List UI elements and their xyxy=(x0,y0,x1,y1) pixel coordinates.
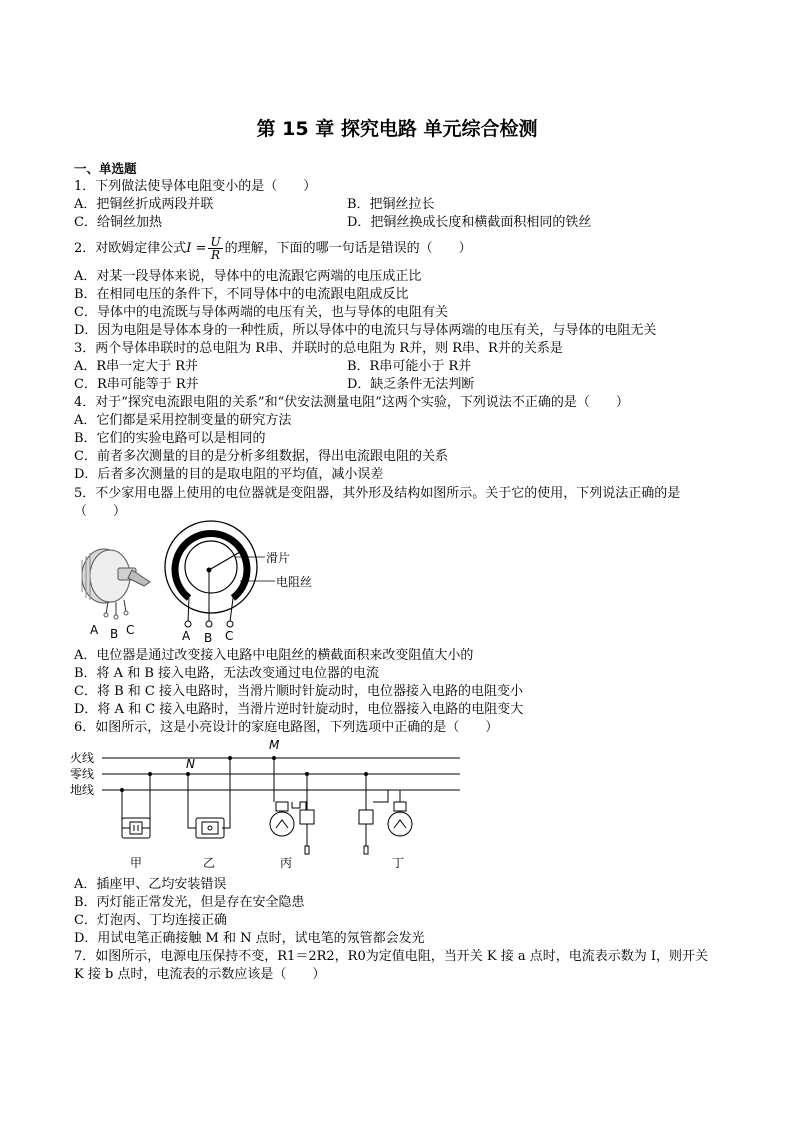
q4-option-d: D．后者多次测量的目的是取电阻的平均值，减小误差 xyxy=(74,467,384,482)
q4-option-c: C．前者多次测量的目的是分析多组数据，得出电流跟电阻的关系 xyxy=(74,449,448,464)
q2-formula-numerator: U xyxy=(210,235,221,249)
q3-option-b: B．R串可能小于 R并 xyxy=(347,359,472,374)
q1-option-d: D．把铜丝换成长度和横截面积相同的铁丝 xyxy=(347,215,592,230)
potentiometer-structure xyxy=(165,521,275,627)
q6-option-a: A．插座甲、乙均安装错误 xyxy=(74,877,227,892)
socket-jia xyxy=(130,822,142,834)
lamp-ding xyxy=(388,802,412,836)
page-title: 第 15 章 探究电路 单元综合检测 xyxy=(256,118,538,140)
q2-option-b: B．在相同电压的条件下，不同导体中的电流跟电阻成反比 xyxy=(74,287,409,302)
q5-option-d: D．将 A 和 C 接入电路时，当滑片逆时针旋动时，电位器接入电路的电阻变大 xyxy=(74,702,524,717)
live-wire-label: 火线 xyxy=(70,751,95,765)
terminal-a-label: A xyxy=(182,629,191,643)
q6-option-b: B．丙灯能正常发光，但是存在安全隐患 xyxy=(74,895,305,910)
q6-household-circuit-figure xyxy=(70,736,470,871)
q4-stem: 4．对于“探究电流跟电阻的关系”和“伏安法测量电阻”这两个实验，下列说法不正确的是（ ） xyxy=(74,395,629,410)
slider-label: 滑片 xyxy=(266,551,291,565)
point-n-label: N xyxy=(186,757,195,771)
q2-stem xyxy=(74,236,472,261)
photo-terminal-b-label: B xyxy=(110,627,119,641)
q5-stem-line2: （ ） xyxy=(74,504,127,519)
q3-option-a: A．R串一定大于 R并 xyxy=(74,359,199,374)
socket-yi-label: 乙 xyxy=(203,856,216,870)
q3-option-c: C．R串可能等于 R并 xyxy=(74,377,199,392)
q2-option-a: A．对某一段导体来说，导体中的电流跟它两端的电压成正比 xyxy=(74,269,422,284)
q2-stem-post: 的理解，下面的哪一句话是错误的（ ） xyxy=(224,241,472,256)
photo-terminal-a-label: A xyxy=(90,623,99,637)
q3-option-d: D．缺乏条件无法判断 xyxy=(347,377,475,392)
point-m-label: M xyxy=(269,738,280,752)
terminal-b-label: B xyxy=(204,631,213,645)
q2-option-d: D．因为电阻是导体本身的一种性质，所以导体中的电流只与导体两端的电压有关，与导体的电阻无关 xyxy=(74,323,657,338)
ground-wire-label: 地线 xyxy=(70,783,95,797)
q7-stem-line2: K 接 b 点时，电流表的示数应该是（ ） xyxy=(74,967,326,982)
q6-option-d: D．用试电笔正确接触 M 和 N 点时，试电笔的氖管都会发光 xyxy=(74,931,425,946)
q5-option-b: B．将 A 和 B 接入电路，无法改变通过电位器的电流 xyxy=(74,666,380,681)
socket-yi xyxy=(202,822,218,834)
q2-formula-lhs: I = xyxy=(186,241,207,256)
q7-stem-line1: 7．如图所示，电源电压保持不变，R1＝2R2，R0为定值电阻，当开关 K 接 a 点时，电流表示数为 I，则开关 xyxy=(74,949,708,964)
q5-option-c: C．将 B 和 C 接入电路时，当滑片顺时针旋动时，电位器接入电路的电阻变小 xyxy=(74,684,523,699)
q1-stem: 1．下列做法使导体电阻变小的是（ ） xyxy=(74,179,317,194)
q5-option-a: A．电位器是通过改变接入电路中电阻丝的横截面积来改变阻值大小的 xyxy=(74,648,474,663)
q2-option-c: C．导体中的电流既与导体两端的电压有关，也与导体的电阻有关 xyxy=(74,305,448,320)
q1-option-b: B．把铜丝拉长 xyxy=(347,197,435,212)
q6-stem: 6．如图所示，这是小亮设计的家庭电路图，下列选项中正确的是（ ） xyxy=(74,720,499,735)
terminal-c-label: C xyxy=(225,629,234,643)
switch-pulls xyxy=(305,846,368,854)
q1-option-c: C．给铜丝加热 xyxy=(74,215,162,230)
neutral-wire-label: 零线 xyxy=(70,767,95,781)
q2-stem-pre: 2．对欧姆定律公式 xyxy=(74,241,187,256)
q4-option-a: A．它们都是采用控制变量的研究方法 xyxy=(74,413,292,428)
q5-potentiometer-figure xyxy=(70,520,330,645)
q3-stem: 3．两个导体串联时的总电阻为 R串、并联时的总电阻为 R并，则 R串、R并的关系是 xyxy=(74,341,563,356)
photo-terminal-c-label: C xyxy=(126,623,135,637)
q2-formula-denominator: R xyxy=(210,248,221,262)
socket-jia-label: 甲 xyxy=(130,856,143,870)
lamp-bing-label: 丙 xyxy=(280,856,293,870)
q5-stem-line1: 5．不少家用电器上使用的电位器就是变阻器，其外形及结构如图所示。关于它的使用，下列说法正确的是 xyxy=(74,486,681,501)
resistance-wire-label: 电阻丝 xyxy=(276,575,313,589)
q2-formula-fraction xyxy=(208,236,222,261)
lamp-bing xyxy=(270,802,294,836)
lamp-ding-label: 丁 xyxy=(392,856,405,870)
section-heading: 一、单选题 xyxy=(74,161,137,176)
q1-option-a: A．把铜丝折成两段并联 xyxy=(74,197,214,212)
potentiometer-photo xyxy=(82,549,150,619)
q4-option-b: B．它们的实验电路可以是相同的 xyxy=(74,431,266,446)
q6-option-c: C．灯泡丙、丁均连接正确 xyxy=(74,913,227,928)
